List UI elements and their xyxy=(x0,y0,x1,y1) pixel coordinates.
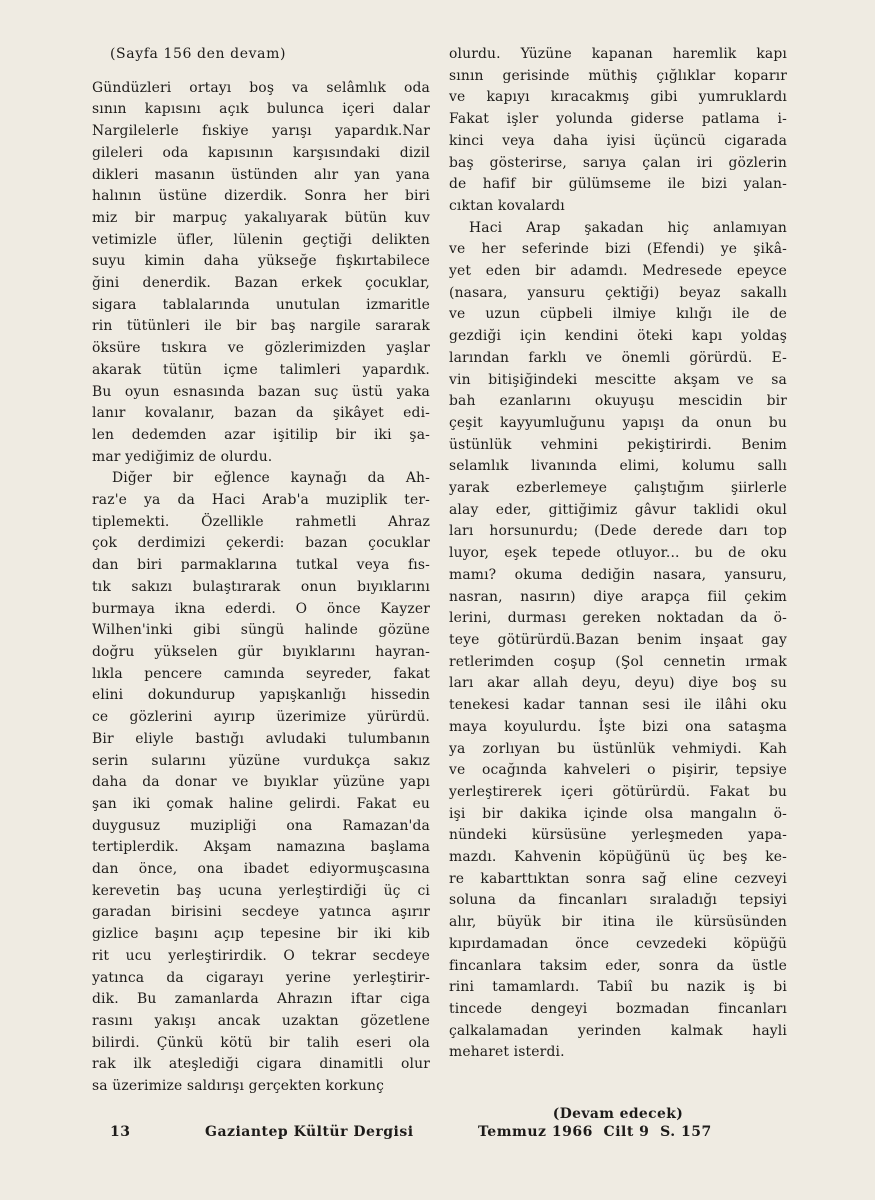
text-line: çalkalamadan yerinden kalmak hayli xyxy=(449,1022,787,1039)
text-line: teye götürürdü.Bazan benim inşaat gay xyxy=(449,631,787,648)
text-line: daha da donar ve bıyıklar yüzüne yapı xyxy=(92,774,430,791)
text-line: Diğer bir eğlence kaynağı da Ah- xyxy=(112,470,430,487)
text-line: çok derdimizi çekerdi: bazan çocuklar xyxy=(92,535,430,552)
text-line: öksüre tıskıra ve gözlerimizden yaşlar xyxy=(92,340,430,357)
text-line: tık sakızı bulaştırarak onun bıyıklarını xyxy=(92,578,430,595)
text-line: nasran, nasırın) diye arapça fiil çekim xyxy=(449,588,787,605)
text-line: garadan birisini secdeye yatınca aşırır xyxy=(92,904,430,921)
text-line: ve kapıyı kıracakmış gibi yumruklardı xyxy=(449,89,787,106)
text-line: gezdiği için kendini öteki kapı yoldaş xyxy=(449,328,787,345)
text-line: Haci Arap şakadan hiç anlamıyan xyxy=(469,219,787,236)
text-line: luyor, eşek tepede otluyor... bu de oku xyxy=(449,545,787,562)
text-line: meharet isterdi. xyxy=(449,1044,565,1061)
text-line: ğini denerdik. Bazan erkek çocuklar, xyxy=(92,275,430,292)
text-line: sa üzerimize saldırışı gerçekten korkunç xyxy=(92,1078,385,1095)
text-line: fincanlara taksim eder, sonra da üstle xyxy=(449,957,787,974)
text-line: len dedemden azar işitilip bir iki şa- xyxy=(92,426,430,443)
text-line: Bu oyun esnasında bazan suç üstü yaka xyxy=(92,383,430,400)
text-line: çeşit kayyumluğunu yapışı da onun bu xyxy=(449,414,787,431)
text-line: lıkla pencere camında seyreder, fakat xyxy=(92,665,430,682)
text-line: baş gösterirse, sarıya çalan iri gözlerin xyxy=(449,154,787,171)
text-line: ları akar allah deyu, deyu) diye boş su xyxy=(449,675,787,692)
text-line: vetimizle üfler, lülenin geçtiği delikten xyxy=(92,231,430,248)
text-line: vin bitişiğindeki mescitte akşam ve sa xyxy=(449,371,787,388)
text-line: soluna da fincanları sıraladığı tepsiyi xyxy=(449,892,787,909)
text-line: sigara tablalarında unutulan izmaritle xyxy=(92,296,430,313)
text-line: duygusuz muzipliği ona Ramazan'da xyxy=(92,817,430,834)
text-line: selamlık livanında elimi, kolumu sallı xyxy=(449,458,787,475)
text-line: akarak tütün içme talimleri yapardık. xyxy=(92,361,430,378)
text-line: alay eder, gittiğimiz gâvur taklidi okul xyxy=(449,501,787,518)
text-line: bah ezanlarını okuyuşu mescidin bir xyxy=(449,393,787,410)
text-line: kinci veya daha iyisi üçüncü cigarada xyxy=(449,132,787,149)
text-line: kerevetin baş ucuna yerleştirdiği üç ci xyxy=(92,882,430,899)
text-line: ve uzun cüpbeli ilmiye kılığı ile de xyxy=(449,306,787,323)
text-line: ya zorlıyan bu üstünlük vehmiydi. Kah xyxy=(449,740,787,757)
text-line: cıktan kovalardı xyxy=(449,197,565,214)
text-line: şan iki çomak haline gelirdi. Fakat eu xyxy=(92,795,430,812)
text-line: ve ocağında kahveleri o pişirir, tepsiye xyxy=(449,762,787,779)
text-line: rak ilk ateşlediği cigara dinamitli olur xyxy=(92,1056,430,1073)
text-line: miz bir marpuç yakalıyarak bütün kuv xyxy=(92,209,430,226)
text-line: mazdı. Kahvenin köpüğünü üç beş ke- xyxy=(449,849,787,866)
text-line: Nargilelerle fıskiye yarışı yapardık.Nar xyxy=(92,123,430,140)
text-line: tincede dengeyi bozmadan fincanları xyxy=(449,1000,787,1017)
text-line: kıpırdamadan önce cevzedeki köpüğü xyxy=(449,935,787,952)
issue-info: Temmuz 1966 Cilt 9 S. 157 xyxy=(478,1124,712,1140)
right-column xyxy=(449,44,787,1126)
journal-name: Gaziantep Kültür Dergisi xyxy=(205,1124,414,1140)
text-line: gizlice başını açıp tepesine bir iki kib xyxy=(92,926,430,943)
text-line: lerini, durması gereken noktadan da ö- xyxy=(449,610,787,627)
text-line: yatınca da cigarayı yerine yerleştirir- xyxy=(92,969,430,986)
text-line: rasını yakışı ancak uzaktan gözetlene xyxy=(92,1012,430,1029)
text-line: serin sularını yüzüne vurdukça sakız xyxy=(92,752,430,769)
text-line: mar yediğimiz de olurdu. xyxy=(92,448,273,465)
text-line: maya koyulurdu. İşte bizi ona sataşma xyxy=(449,718,787,735)
text-line: Bir eliyle bastığı avludaki tulumbanın xyxy=(92,730,430,747)
text-line: Fakat işler yolunda giderse patlama i- xyxy=(449,111,787,128)
text-line: Wilhen'inki gibi süngü halinde gözüne xyxy=(92,622,430,639)
text-line: retlerimden coşup (Şol cennetin ırmak xyxy=(449,653,787,670)
text-line: raz'e ya da Haci Arab'a muziplik ter- xyxy=(92,492,430,509)
text-line: sının gerisinde müthiş çığlıklar koparır xyxy=(449,67,787,84)
text-line: olurdu. Yüzüne kapanan haremlik kapı xyxy=(449,46,787,62)
text-line: ve her seferinde bizi (Efendi) ye şikâ- xyxy=(449,241,787,258)
to-be-continued-note: (Devam edecek) xyxy=(552,1106,684,1123)
text-line: suyu kimin daha yükseğe fışkırtabilece xyxy=(92,253,430,270)
text-line: (nasara, yansuru çektiği) beyaz sakallı xyxy=(449,284,787,301)
text-line: nündeki kürsüsüne yerleşmeden yapa- xyxy=(449,827,787,844)
text-line: gileleri oda kapısının karşısındaki dizil xyxy=(92,144,430,161)
text-line: mamı? okuma dediğin nasara, yansuru, xyxy=(449,566,787,583)
text-line: halının üstüne dizerdik. Sonra her biri xyxy=(92,188,430,205)
text-line: yet eden bir adamdı. Medresede epeyce xyxy=(449,263,787,280)
text-line: yarak ezberlemeye çalıştığım şiirlerle xyxy=(449,480,787,497)
text-line: re kabarttıktan sonra sağ eline cezveyi xyxy=(449,870,787,887)
text-line: rit ucu yerleştirirdik. O tekrar secdeye xyxy=(92,947,430,964)
text-line: dikleri masanın üstünden alır yan yana xyxy=(92,166,430,183)
text-line: tenekesi kadar tannan sesi ile ilâhi oku xyxy=(449,697,787,714)
left-column xyxy=(92,44,430,1098)
continued-from-note: (Sayfa 156 den devam) xyxy=(110,46,287,62)
text-line: rini tamamlardı. Tabiî bu nazik iş bi xyxy=(449,979,787,996)
text-line: ce gözlerini ayırıp üzerimize yürürdü. xyxy=(92,709,430,726)
text-line: bilirdi. Çünkü kötü bir talih eseri ola xyxy=(92,1034,430,1051)
text-line: üstünlük vehmini pekiştirirdi. Benim xyxy=(449,436,787,453)
left-column-text xyxy=(92,78,430,1098)
text-line: burmaya ikna ederdi. O önce Kayzer xyxy=(92,600,430,617)
text-line: işi bir dakika içinde olsa mangalın ö- xyxy=(449,805,787,822)
text-line: rin tütünleri ile bir baş nargile sararak xyxy=(92,318,430,335)
text-line: elini dokundurup yapışkanlığı hissedin xyxy=(92,687,430,704)
text-line: de hafif bir gülümseme ile bizi yalan- xyxy=(449,176,787,193)
text-line: ları horsunurdu; (Dede derede darı top xyxy=(449,523,787,540)
text-line: dik. Bu zamanlarda Ahrazın iftar ciga xyxy=(92,991,430,1008)
right-column-text xyxy=(449,44,787,1064)
text-line: dan biri parmaklarına tutkal veya fıs- xyxy=(92,557,430,574)
text-line: yerleştirerek içeri götürürdü. Fakat bu xyxy=(449,783,787,800)
text-line: tiplemekti. Özellikle rahmetli Ahraz xyxy=(92,513,430,530)
text-line: lanır kovalanır, bazan da şikâyet edi- xyxy=(92,405,430,422)
page-number: 13 xyxy=(110,1124,131,1140)
text-line: Gündüzleri ortayı boş va selâmlık oda xyxy=(92,79,430,96)
text-line: tertiplerdik. Akşam namazına başlama xyxy=(92,839,430,856)
text-line: dan önce, ona ibadet ediyormuşcasına xyxy=(92,861,430,878)
text-line: larından farklı ve önemli görürdü. E- xyxy=(449,349,787,366)
text-line: sının kapısını açık bulunca içeri dalar xyxy=(92,101,430,118)
text-line: alır, büyük bir itina ile kürsüsünden xyxy=(449,914,787,931)
text-line: doğru yükselen gür bıyıklarını hayran- xyxy=(92,643,430,660)
